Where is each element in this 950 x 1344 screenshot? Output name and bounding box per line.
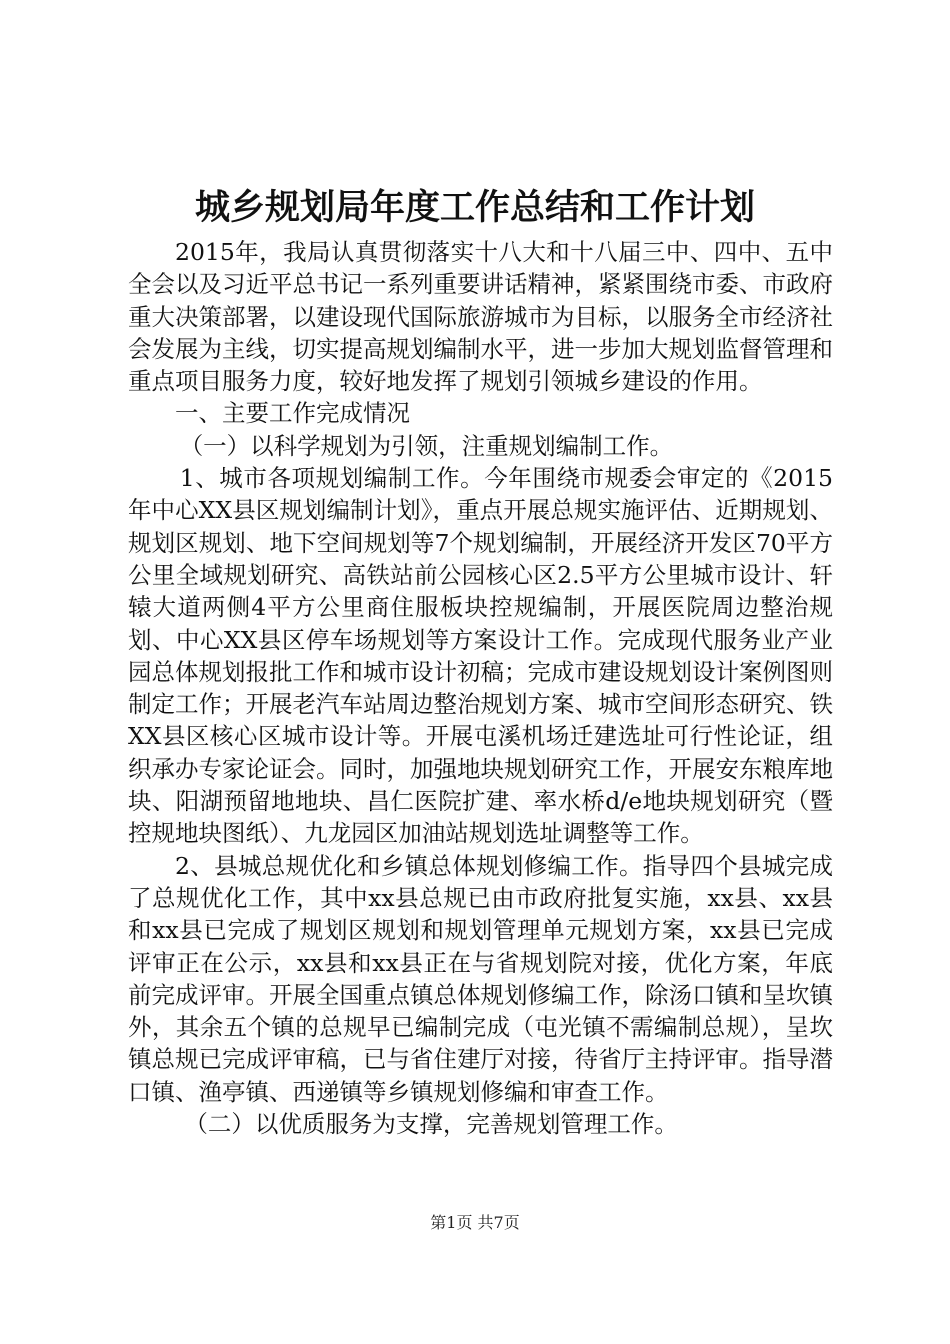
section-heading-1: 一、主要工作完成情况 bbox=[175, 399, 410, 428]
intro-paragraph: 2015年，我局认真贯彻落实十八大和十八届三中、四中、五中全会以及习近平总书记一系列重要讲话精神，紧紧围绕市委、市政府重大决策部署，以建设现代国际旅游城市为目标，以服务全市经济社会发展为主线，切实提高规划编制水平，进一步加大规划监督管理和重点项目服务力度，较好地发挥了规划引领城乡建设的作用。 bbox=[128, 238, 833, 396]
document-body bbox=[128, 236, 833, 1140]
item-paragraph-1: 1、城市各项规划编制工作。今年围绕市规委会审定的《2015年中心XX县区规划编制计划》，重点开展总规实施评估、近期规划、规划区规划、地下空间规划等7个规划编制，开展经济开发区70平方公里全域规划研究、高铁站前公园核心区2.5平方公里城市设计、轩辕大道两侧4平方公里商住服板块控规编制，开展医院周边整治规划、中心XX县区停车场规划等方案设计工作。完成现代服务业产业园总体规划报批工作和城市设计初稿；完成市建设规划设计案例图则制定工作；开展老汽车站周边整治规划方案、城市空间形态研究、铁XX县区核心区城市设计等。开展屯溪机场迁建选址可行性论证，组织承办专家论证会。同时，加强地块规划研究工作，开展安东粮库地块、阳湖预留地地块、昌仁医院扩建、率水桥d/e地块规划研究（暨控规地块图纸）、九龙园区加油站规划选址调整等工作。 bbox=[128, 464, 833, 848]
subsection-heading-1: （一）以科学规划为引领，注重规划编制工作。 bbox=[179, 431, 674, 460]
subsection-heading-2: （二）以优质服务为支撑，完善规划管理工作。 bbox=[184, 1110, 678, 1139]
item-paragraph-2: 2、县城总规优化和乡镇总体规划修编工作。指导四个县城完成了总规优化工作，其中xx县总规已由市政府批复实施，xx县、xx县和xx县已完成了规划区规划和规划管理单元规划方案，xx县已完成评审正在公示，xx县和xx县正在与省规划院对接，优化方案，年底前完成评审。开展全国重点镇总体规划修编工作，除汤口镇和呈坎镇外，其余五个镇的总规早已编制完成（屯光镇不需编制总规），呈坎镇总规已完成评审稿，已与省住建厅对接，待省厅主持评审。指导潜口镇、渔亭镇、西递镇等乡镇规划修编和审查工作。 bbox=[128, 851, 833, 1106]
document-title: 城乡规划局年度工作总结和工作计划 bbox=[194, 187, 755, 228]
page-footer: 第1页 共7页 bbox=[430, 1213, 520, 1232]
